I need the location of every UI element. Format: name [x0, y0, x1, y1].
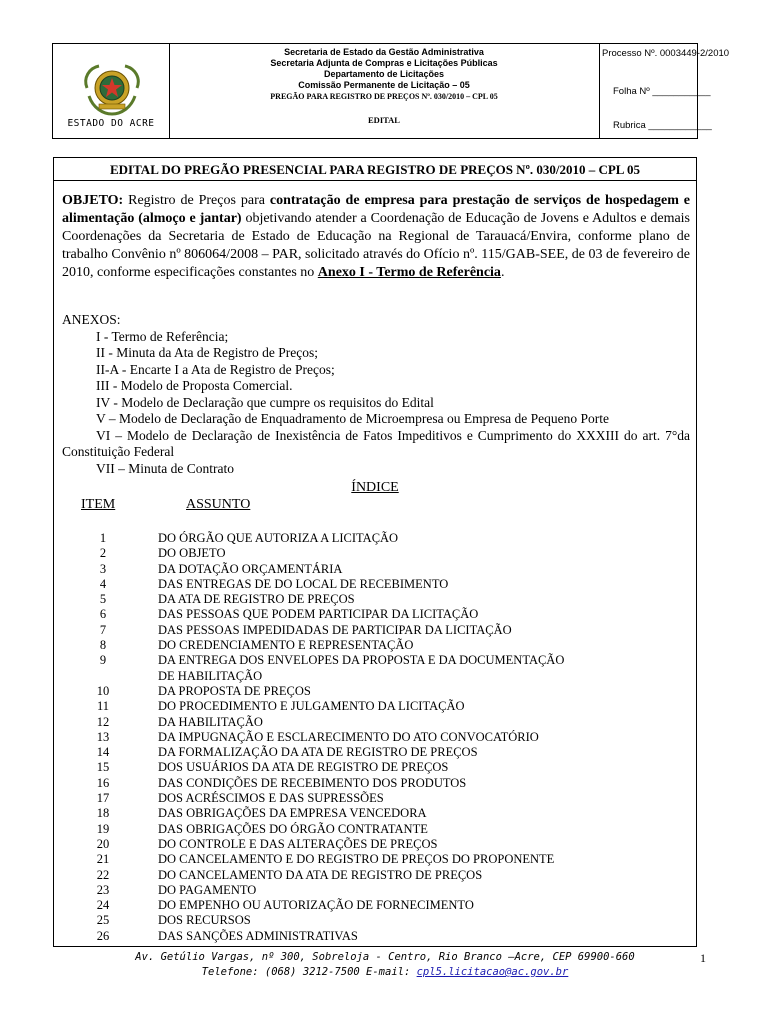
- header-title-block: [169, 44, 600, 138]
- header-line: Secretaria de Estado da Gestão Administrativa: [284, 47, 484, 57]
- anexo-item: I - Termo de Referência;: [96, 328, 229, 344]
- header-line: Secretaria Adjunta de Compras e Licitações Públicas: [270, 58, 498, 68]
- table-row: [54, 822, 694, 837]
- item-number: 15: [96, 760, 110, 775]
- document-header: [52, 43, 730, 139]
- table-row: [54, 577, 694, 592]
- anexo-item: III - Modelo de Proposta Comercial.: [96, 378, 293, 393]
- logo-cell: [53, 44, 170, 138]
- footer-contact: [0, 966, 770, 978]
- item-number: 21: [96, 852, 110, 867]
- title-divider: [54, 180, 696, 181]
- anexo-reference-link: Anexo I - Termo de Referência: [317, 265, 501, 280]
- item-number: 16: [96, 775, 110, 790]
- table-row: [54, 653, 694, 668]
- item-number: 17: [96, 791, 110, 806]
- table-row: [54, 883, 694, 898]
- footer-phone: Telefone: (068) 3212-7500 E-mail:: [201, 966, 417, 978]
- table-row: [54, 776, 694, 791]
- item-subject: DAS PESSOAS IMPEDIDADAS DE PARTICIPAR DA LICITAÇÃO: [158, 622, 512, 637]
- objeto-label: OBJETO:: [62, 193, 124, 208]
- table-row: [54, 715, 694, 730]
- table-row: [54, 868, 694, 883]
- objeto-text: objetivando atender a Coordenação de Educação de Jovens e Adultos e demais Coordenações da Secretaria de Estado de Educação na Regional de Tarauacá/Envira, conforme plano de trabalho Convênio nº 806064/2008 – PAR, solicitado através do Ofício nº. 115/GAB-SEE, de 03 de fevereiro de 2010, conforme especificações constantes no: [62, 211, 691, 280]
- anexo-item: IV - Modelo de Declaração que cumpre os requisitos do Edital: [96, 394, 434, 410]
- anexo-item: V – Modelo de Declaração de Enquadramento de Microempresa ou Empresa de Pequeno Porte: [96, 411, 609, 426]
- anexo-item: II - Minuta da Ata de Registro de Preços;: [96, 345, 318, 360]
- item-subject: DAS ENTREGAS DE DO LOCAL DE RECEBIMENTO: [158, 576, 449, 591]
- rubrica-field: Rubrica ____________: [613, 120, 712, 131]
- item-subject: DAS OBRIGAÇÕES DO ÓRGÃO CONTRATANTE: [158, 821, 428, 836]
- anexos-list: [62, 312, 690, 477]
- item-number: 7: [99, 622, 107, 637]
- table-row: [54, 623, 694, 638]
- table-row: [54, 898, 694, 913]
- item-number: 23: [96, 882, 110, 897]
- edital-label: EDITAL: [368, 115, 400, 125]
- item-number: 25: [96, 913, 110, 928]
- table-row: [54, 684, 694, 699]
- item-number: 9: [99, 653, 107, 668]
- item-subject: DA IMPUGNAÇÃO E ESCLARECIMENTO DO ATO CONVOCATÓRIO: [158, 729, 539, 744]
- state-crest-icon: [77, 58, 147, 118]
- item-column-header: ITEM: [81, 497, 116, 512]
- item-subject: DO ÓRGÃO QUE AUTORIZA A LICITAÇÃO: [158, 531, 399, 545]
- item-subject: DO PAGAMENTO: [158, 882, 257, 897]
- table-row: [54, 562, 694, 577]
- item-subject: DAS SANÇÕES ADMINISTRATIVAS: [158, 928, 358, 943]
- anexo-item: II-A - Encarte I a Ata de Registro de Preços;: [96, 361, 335, 377]
- item-subject: DAS PESSOAS QUE PODEM PARTICIPAR DA LICITAÇÃO: [158, 607, 479, 622]
- objeto-end: .: [500, 265, 505, 280]
- table-row: [54, 699, 694, 714]
- folha-field: Folha Nº ___________: [613, 86, 711, 97]
- item-number: 6: [99, 607, 107, 622]
- item-number: 4: [99, 576, 107, 591]
- objeto-bold-text: contratação de empresa para prestação de serviços de hospedagem e alimentação (almoço e jantar): [62, 193, 690, 226]
- table-row: [54, 913, 694, 928]
- objeto-paragraph: [62, 192, 690, 282]
- table-row: [54, 791, 694, 806]
- header-line: Departamento de Licitações: [323, 69, 445, 79]
- item-subject: DA DOTAÇÃO ORÇAMENTÁRIA: [158, 561, 343, 576]
- anexo-item: VI – Modelo de Declaração de Inexistência de Fatos Impeditivos e Cumprimento do XXXIII do art. 7°da Constituição Federal: [62, 427, 690, 459]
- item-subject: DO CREDENCIAMENTO E REPRESENTAÇÃO: [158, 638, 414, 653]
- item-subject: DO CONTROLE E DAS ALTERAÇÕES DE PREÇOS: [158, 836, 438, 851]
- header-line: Comissão Permanente de Licitação – 05: [298, 80, 470, 90]
- item-subject: DA FORMALIZAÇÃO DA ATA DE REGISTRO DE PREÇOS: [158, 745, 478, 760]
- table-row: [54, 730, 694, 745]
- footer-address: Av. Getúlio Vargas, nº 300, Sobreloja - Centro, Rio Branco –Acre, CEP 69900-660: [135, 951, 635, 963]
- item-subject: DO EMPENHO OU AUTORIZAÇÃO DE FORNECIMENTO: [158, 898, 474, 913]
- item-number: 1: [99, 531, 107, 545]
- table-row: [54, 837, 694, 852]
- anexos-label: ANEXOS:: [62, 312, 121, 327]
- table-row: [54, 592, 694, 607]
- table-row: [54, 638, 694, 653]
- objeto-text: Registro de Preços para: [123, 193, 270, 208]
- item-number: 2: [99, 546, 107, 561]
- table-row: [54, 852, 694, 867]
- item-number: 3: [99, 561, 107, 576]
- footer-email-link[interactable]: cpl5.licitacao@ac.gov.br: [416, 966, 569, 978]
- item-number: 5: [99, 592, 107, 607]
- item-subject: DOS RECURSOS: [158, 913, 251, 928]
- item-subject: DAS OBRIGAÇÕES DA EMPRESA VENCEDORA: [158, 806, 427, 821]
- table-row: [54, 607, 694, 622]
- item-subject: DA ATA DE REGISTRO DE PREÇOS: [158, 592, 355, 607]
- table-row: [54, 806, 694, 821]
- page-number: 1: [700, 951, 706, 965]
- table-row: [54, 546, 694, 561]
- assunto-column-header: ASSUNTO: [186, 497, 251, 512]
- item-subject: DOS ACRÉSCIMOS E DAS SUPRESSÕES: [158, 791, 384, 806]
- document-title: EDITAL DO PREGÃO PRESENCIAL PARA REGISTRO DE PREÇOS Nº. 030/2010 – CPL 05: [109, 162, 641, 177]
- process-info: [599, 44, 730, 138]
- item-number: 18: [96, 806, 110, 821]
- table-row: [54, 760, 694, 775]
- document-body: [53, 157, 697, 947]
- item-subject: DOS USUÁRIOS DA ATA DE REGISTRO DE PREÇOS: [158, 760, 449, 775]
- item-number: 8: [99, 638, 107, 653]
- anexo-item: VII – Minuta de Contrato: [96, 460, 234, 476]
- logo-caption: ESTADO DO ACRE: [67, 118, 155, 129]
- index-table: [54, 531, 694, 944]
- pregao-line: PREGÃO PARA REGISTRO DE PREÇOS Nº. 030/2010 – CPL 05: [270, 92, 498, 101]
- item-number: 14: [96, 745, 110, 760]
- table-row: [54, 531, 694, 546]
- item-number: 10: [96, 683, 110, 698]
- item-number: 13: [96, 729, 110, 744]
- item-subject: DE HABILITAÇÃO: [158, 668, 263, 683]
- item-subject: DA ENTREGA DOS ENVELOPES DA PROPOSTA E DA DOCUMENTAÇÃO: [158, 653, 565, 668]
- table-row: [54, 745, 694, 760]
- item-number: 19: [96, 821, 110, 836]
- item-number: 12: [96, 714, 110, 729]
- process-number: Processo Nº. 0003449-2/2010: [602, 48, 730, 59]
- item-subject: DO CANCELAMENTO DA ATA DE REGISTRO DE PREÇOS: [158, 867, 483, 882]
- item-number: 26: [96, 928, 110, 943]
- item-subject: DO OBJETO: [158, 546, 226, 561]
- table-row: [54, 669, 694, 684]
- item-subject: DAS CONDIÇÕES DE RECEBIMENTO DOS PRODUTOS: [158, 775, 467, 790]
- item-subject: DA PROPOSTA DE PREÇOS: [158, 683, 311, 698]
- item-number: 20: [96, 836, 110, 851]
- table-row: [54, 929, 694, 944]
- item-subject: DO PROCEDIMENTO E JULGAMENTO DA LICITAÇÃO: [158, 699, 465, 714]
- indice-heading: ÍNDICE: [351, 480, 399, 495]
- item-subject: DA HABILITAÇÃO: [158, 714, 263, 729]
- item-number: 22: [96, 867, 110, 882]
- item-number: 11: [96, 699, 110, 714]
- item-number: 24: [96, 898, 110, 913]
- item-subject: DO CANCELAMENTO E DO REGISTRO DE PREÇOS DO PROPONENTE: [158, 852, 555, 867]
